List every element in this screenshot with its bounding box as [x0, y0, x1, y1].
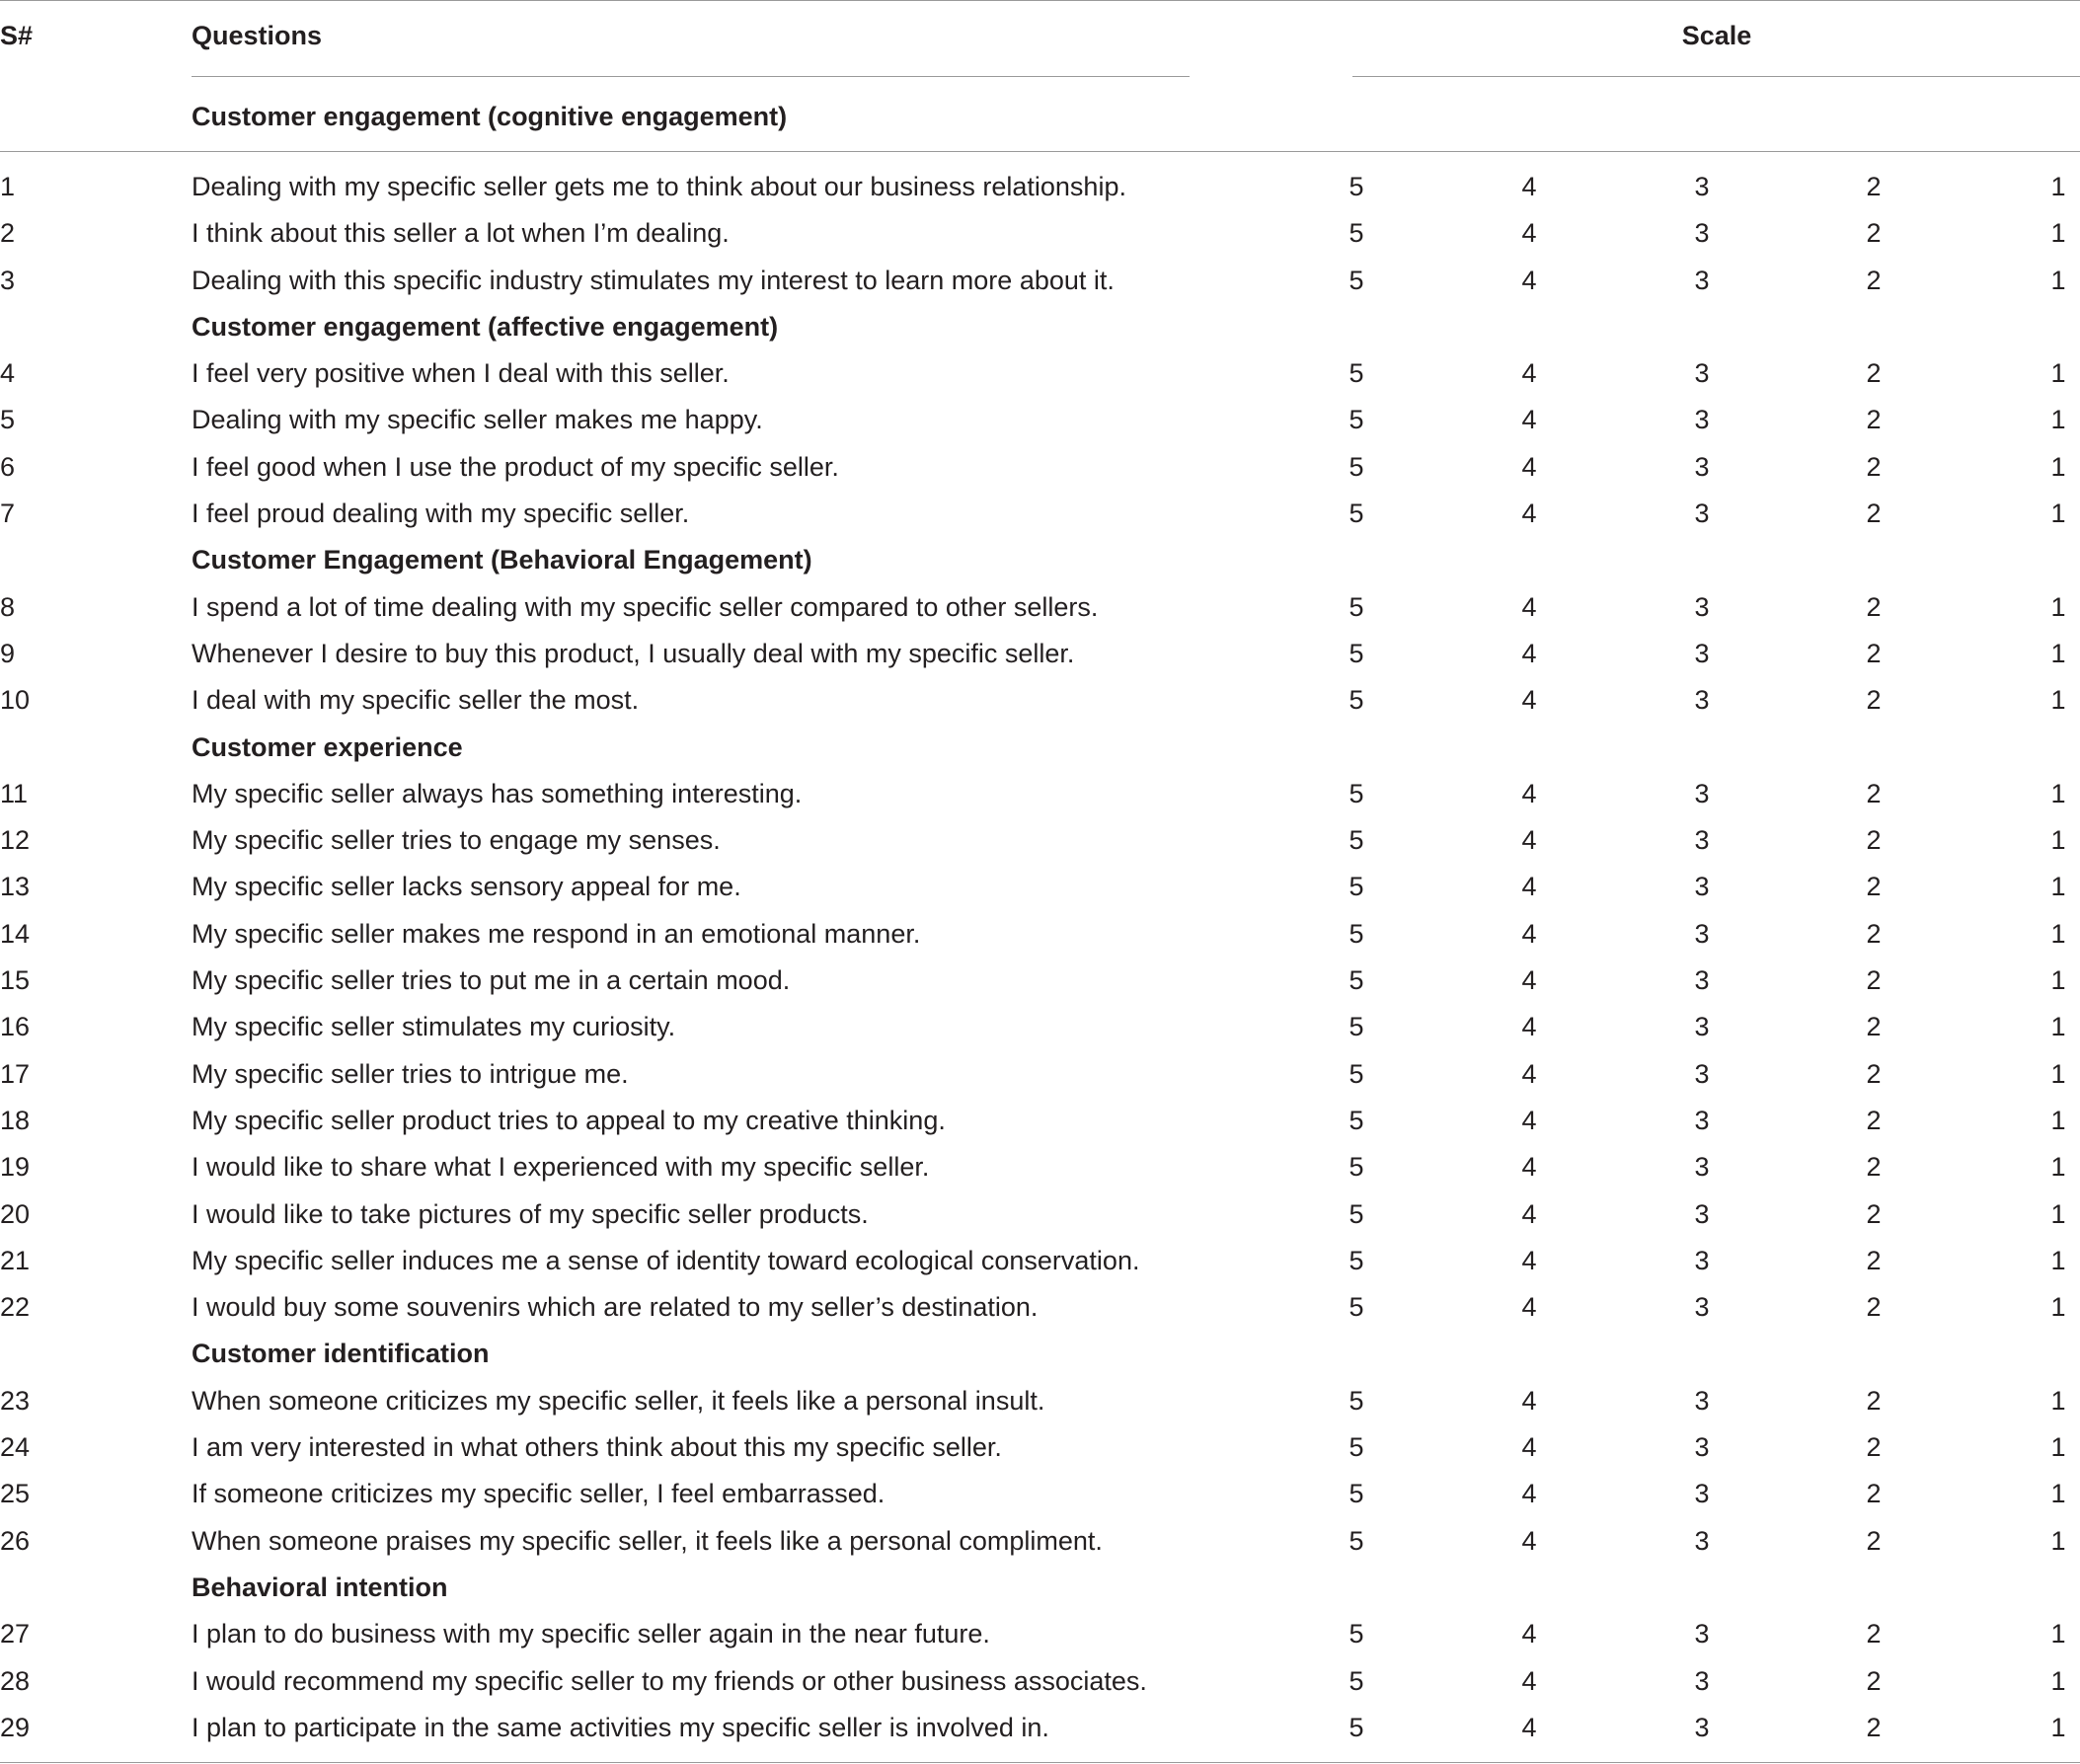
scale-value-4: 4: [1521, 451, 1537, 482]
scale-value-3: 3: [1694, 872, 1710, 902]
section-heading-row: [0, 1330, 2080, 1376]
scale-value-3: 3: [1694, 1152, 1710, 1183]
section-heading-row: [0, 1564, 2080, 1610]
section-heading: Customer identification: [192, 1339, 490, 1369]
scale-value-3: 3: [1694, 499, 1710, 529]
item-number: 11: [0, 778, 29, 808]
scale-value-2: 2: [1866, 1058, 1882, 1089]
question-text: My specific seller always has something interesting.: [192, 778, 803, 808]
item-number: 4: [0, 358, 16, 389]
scale-value-1: 1: [2050, 1479, 2066, 1509]
scale-value-4: 4: [1521, 918, 1537, 949]
table-row: [0, 1143, 2080, 1189]
scale-value-5: 5: [1348, 918, 1364, 949]
scale-value-4: 4: [1521, 405, 1537, 435]
section-heading: Customer Engagement (Behavioral Engagement): [192, 545, 812, 575]
scale-value-1: 1: [2050, 1712, 2066, 1742]
scale-value-1: 1: [2050, 591, 2066, 622]
scale-value-4: 4: [1521, 872, 1537, 902]
section-heading: Customer engagement (affective engagement): [192, 311, 779, 342]
scale-value-3: 3: [1694, 1245, 1710, 1275]
table-row: [0, 630, 2080, 676]
scale-value-4: 4: [1521, 825, 1537, 856]
scale-value-1: 1: [2050, 1385, 2066, 1416]
scale-value-4: 4: [1521, 1058, 1537, 1089]
scale-value-3: 3: [1694, 918, 1710, 949]
scale-value-1: 1: [2050, 1292, 2066, 1323]
item-number: 12: [0, 825, 31, 856]
scale-value-5: 5: [1348, 218, 1364, 249]
table-row: [0, 910, 2080, 957]
scale-value-2: 2: [1866, 1385, 1882, 1416]
scale-value-5: 5: [1348, 965, 1364, 996]
scale-value-1: 1: [2050, 1058, 2066, 1089]
section-heading: Customer experience: [192, 731, 463, 762]
item-number: 7: [0, 499, 16, 529]
scale-value-3: 3: [1694, 1385, 1710, 1416]
scale-value-4: 4: [1521, 778, 1537, 808]
column-header-sn: S#: [0, 21, 34, 50]
table-row: [0, 1470, 2080, 1516]
scale-value-1: 1: [2050, 872, 2066, 902]
scale-value-1: 1: [2050, 499, 2066, 529]
scale-value-4: 4: [1521, 1525, 1537, 1556]
scale-value-4: 4: [1521, 1292, 1537, 1323]
scale-value-2: 2: [1866, 1619, 1882, 1649]
table-row: [0, 1517, 2080, 1564]
item-number: 21: [0, 1245, 31, 1275]
scale-value-1: 1: [2050, 1665, 2066, 1696]
table-row: [0, 770, 2080, 816]
item-number: 24: [0, 1432, 31, 1463]
scale-value-3: 3: [1694, 172, 1710, 201]
table-row: [0, 1003, 2080, 1049]
item-number: 18: [0, 1105, 31, 1135]
scale-value-4: 4: [1521, 591, 1537, 622]
item-number: 2: [0, 218, 16, 249]
question-text: When someone criticizes my specific seller, it feels like a personal insult.: [192, 1385, 1045, 1416]
question-text: Dealing with this specific industry stimulates my interest to learn more about it.: [192, 265, 1115, 295]
scale-value-5: 5: [1348, 778, 1364, 808]
scale-value-1: 1: [2050, 265, 2066, 295]
table-row: [0, 396, 2080, 442]
scale-value-5: 5: [1348, 1619, 1364, 1649]
scale-value-3: 3: [1694, 965, 1710, 996]
scale-value-1: 1: [2050, 1152, 2066, 1183]
item-number: 5: [0, 405, 16, 435]
scale-value-3: 3: [1694, 1198, 1710, 1229]
scale-value-5: 5: [1348, 1525, 1364, 1556]
scale-value-5: 5: [1348, 1292, 1364, 1323]
scale-value-2: 2: [1866, 1292, 1882, 1323]
scale-value-3: 3: [1694, 451, 1710, 482]
scale-value-4: 4: [1521, 1479, 1537, 1509]
table-row: [0, 163, 2080, 209]
table-row: [0, 957, 2080, 1003]
scale-value-1: 1: [2050, 965, 2066, 996]
question-text: I feel good when I use the product of my specific seller.: [192, 451, 839, 482]
scale-value-1: 1: [2050, 358, 2066, 389]
scale-value-5: 5: [1348, 591, 1364, 622]
item-number: 9: [0, 638, 16, 668]
scale-value-1: 1: [2050, 1105, 2066, 1135]
table-row: [0, 1610, 2080, 1656]
question-text: I would recommend my specific seller to my friends or other business associates.: [192, 1665, 1147, 1696]
scale-value-4: 4: [1521, 1619, 1537, 1649]
question-text: My specific seller induces me a sense of identity toward ecological conservation.: [192, 1245, 1140, 1275]
scale-value-1: 1: [2050, 825, 2066, 856]
scale-value-2: 2: [1866, 638, 1882, 668]
scale-value-3: 3: [1694, 591, 1710, 622]
scale-value-2: 2: [1866, 685, 1882, 716]
scale-value-2: 2: [1866, 825, 1882, 856]
scale-value-1: 1: [2050, 1619, 2066, 1649]
section-heading-row: [0, 724, 2080, 770]
scale-value-4: 4: [1521, 965, 1537, 996]
scale-value-3: 3: [1694, 638, 1710, 668]
item-number: 15: [0, 965, 31, 996]
question-text: I deal with my specific seller the most.: [192, 685, 640, 716]
question-text: I spend a lot of time dealing with my specific seller compared to other sellers.: [192, 591, 1099, 622]
section-heading-row: [0, 303, 2080, 349]
scale-value-3: 3: [1694, 218, 1710, 249]
table-row: [0, 1423, 2080, 1470]
item-number: 10: [0, 685, 31, 716]
section-heading-row: [0, 536, 2080, 582]
scale-value-2: 2: [1866, 1012, 1882, 1042]
questions-header-rule: [192, 76, 1190, 77]
scale-value-4: 4: [1521, 1385, 1537, 1416]
scale-value-5: 5: [1348, 265, 1364, 295]
question-text: My specific seller lacks sensory appeal for me.: [192, 872, 741, 902]
table-row: [0, 816, 2080, 863]
table-row: [0, 676, 2080, 723]
scale-value-5: 5: [1348, 499, 1364, 529]
item-number: 6: [0, 451, 16, 482]
item-number: 20: [0, 1198, 31, 1229]
scale-value-3: 3: [1694, 1712, 1710, 1742]
scale-value-5: 5: [1348, 1479, 1364, 1509]
item-number: 19: [0, 1152, 31, 1183]
scale-value-2: 2: [1866, 1152, 1882, 1183]
table-row: [0, 209, 2080, 256]
scale-value-1: 1: [2050, 451, 2066, 482]
table-body: [0, 163, 2080, 1750]
scale-value-3: 3: [1694, 1012, 1710, 1042]
scale-value-3: 3: [1694, 1105, 1710, 1135]
table-row: [0, 863, 2080, 909]
scale-value-5: 5: [1348, 1198, 1364, 1229]
scale-value-5: 5: [1348, 872, 1364, 902]
table-row: [0, 257, 2080, 303]
scale-value-5: 5: [1348, 638, 1364, 668]
scale-value-2: 2: [1866, 451, 1882, 482]
scale-value-5: 5: [1348, 1245, 1364, 1275]
scale-value-2: 2: [1866, 218, 1882, 249]
question-text: My specific seller stimulates my curiosity.: [192, 1012, 676, 1042]
scale-value-2: 2: [1866, 265, 1882, 295]
scale-value-1: 1: [2050, 918, 2066, 949]
scale-value-2: 2: [1866, 591, 1882, 622]
table-row: [0, 349, 2080, 396]
question-text: Dealing with my specific seller makes me happy.: [192, 405, 763, 435]
scale-value-2: 2: [1866, 1198, 1882, 1229]
scale-value-1: 1: [2050, 405, 2066, 435]
scale-value-5: 5: [1348, 1012, 1364, 1042]
table-row: [0, 490, 2080, 536]
scale-value-3: 3: [1694, 1619, 1710, 1649]
scale-value-3: 3: [1694, 825, 1710, 856]
table-row: [0, 1050, 2080, 1097]
scale-value-2: 2: [1866, 1712, 1882, 1742]
scale-value-2: 2: [1866, 872, 1882, 902]
scale-value-5: 5: [1348, 1152, 1364, 1183]
scale-value-2: 2: [1866, 172, 1882, 201]
table-row: [0, 1704, 2080, 1750]
scale-value-3: 3: [1694, 685, 1710, 716]
item-number: 26: [0, 1525, 31, 1556]
item-number: 29: [0, 1712, 31, 1742]
section-heading: Customer engagement (cognitive engagement): [192, 102, 788, 131]
scale-value-3: 3: [1694, 778, 1710, 808]
scale-value-4: 4: [1521, 172, 1537, 201]
table-row: [0, 1190, 2080, 1237]
scale-value-2: 2: [1866, 1432, 1882, 1463]
scale-value-1: 1: [2050, 172, 2066, 201]
scale-value-1: 1: [2050, 1245, 2066, 1275]
question-text: When someone praises my specific seller, it feels like a personal compliment.: [192, 1525, 1103, 1556]
item-number: 16: [0, 1012, 31, 1042]
scale-value-1: 1: [2050, 685, 2066, 716]
scale-value-2: 2: [1866, 1665, 1882, 1696]
scale-value-2: 2: [1866, 778, 1882, 808]
scale-value-5: 5: [1348, 1665, 1364, 1696]
table-row: [0, 583, 2080, 630]
scale-value-5: 5: [1348, 405, 1364, 435]
scale-value-4: 4: [1521, 1432, 1537, 1463]
scale-value-5: 5: [1348, 172, 1364, 201]
item-number: 1: [0, 172, 16, 201]
table-top-rule: [0, 0, 2080, 1]
scale-value-5: 5: [1348, 1105, 1364, 1135]
scale-value-4: 4: [1521, 1712, 1537, 1742]
scale-value-2: 2: [1866, 358, 1882, 389]
question-text: I plan to do business with my specific seller again in the near future.: [192, 1619, 990, 1649]
question-text: My specific seller tries to put me in a certain mood.: [192, 965, 791, 996]
scale-value-4: 4: [1521, 1665, 1537, 1696]
scale-value-1: 1: [2050, 778, 2066, 808]
table-row: [0, 1283, 2080, 1330]
scale-value-1: 1: [2050, 638, 2066, 668]
item-number: 3: [0, 265, 16, 295]
scale-value-3: 3: [1694, 1479, 1710, 1509]
question-text: Whenever I desire to buy this product, I usually deal with my specific seller.: [192, 638, 1075, 668]
scale-value-1: 1: [2050, 218, 2066, 249]
scale-value-4: 4: [1521, 265, 1537, 295]
item-number: 23: [0, 1385, 31, 1416]
table-row: [0, 1377, 2080, 1423]
scale-value-5: 5: [1348, 825, 1364, 856]
question-text: If someone criticizes my specific seller, I feel embarrassed.: [192, 1479, 886, 1509]
item-number: 22: [0, 1292, 31, 1323]
item-number: 25: [0, 1479, 31, 1509]
question-text: I think about this seller a lot when I’m dealing.: [192, 218, 730, 249]
scale-value-2: 2: [1866, 965, 1882, 996]
scale-value-2: 2: [1866, 1105, 1882, 1135]
scale-value-1: 1: [2050, 1198, 2066, 1229]
scale-value-2: 2: [1866, 918, 1882, 949]
scale-value-2: 2: [1866, 1479, 1882, 1509]
scale-value-4: 4: [1521, 1105, 1537, 1135]
column-header-scale: Scale: [1681, 21, 1752, 50]
question-text: I am very interested in what others think about this my specific seller.: [192, 1432, 1002, 1463]
scale-value-4: 4: [1521, 638, 1537, 668]
scale-value-5: 5: [1348, 358, 1364, 389]
scale-value-1: 1: [2050, 1012, 2066, 1042]
scale-value-3: 3: [1694, 1525, 1710, 1556]
question-text: My specific seller tries to engage my senses.: [192, 825, 721, 856]
scale-value-4: 4: [1521, 1245, 1537, 1275]
item-number: 28: [0, 1665, 31, 1696]
item-number: 14: [0, 918, 31, 949]
scale-value-3: 3: [1694, 1432, 1710, 1463]
question-text: I would like to share what I experienced with my specific seller.: [192, 1152, 930, 1183]
scale-value-3: 3: [1694, 358, 1710, 389]
question-text: I feel proud dealing with my specific seller.: [192, 499, 690, 529]
scale-value-4: 4: [1521, 1198, 1537, 1229]
question-text: I plan to participate in the same activities my specific seller is involved in.: [192, 1712, 1049, 1742]
table-row: [0, 443, 2080, 490]
item-number: 8: [0, 591, 16, 622]
header-bottom-rule: [0, 151, 2080, 152]
item-number: 17: [0, 1058, 31, 1089]
scale-value-1: 1: [2050, 1525, 2066, 1556]
scale-value-2: 2: [1866, 405, 1882, 435]
scale-header-rule: [1352, 76, 2080, 77]
scale-value-3: 3: [1694, 1665, 1710, 1696]
question-text: Dealing with my specific seller gets me to think about our business relationship.: [192, 172, 1126, 201]
scale-value-2: 2: [1866, 499, 1882, 529]
scale-value-5: 5: [1348, 1058, 1364, 1089]
table-row: [0, 1097, 2080, 1143]
table-bottom-rule: [0, 1762, 2080, 1763]
scale-value-4: 4: [1521, 1152, 1537, 1183]
column-header-questions: Questions: [192, 21, 323, 50]
table-row: [0, 1237, 2080, 1283]
question-text: My specific seller product tries to appeal to my creative thinking.: [192, 1105, 946, 1135]
scale-value-3: 3: [1694, 1292, 1710, 1323]
scale-value-3: 3: [1694, 265, 1710, 295]
scale-value-4: 4: [1521, 358, 1537, 389]
scale-value-4: 4: [1521, 218, 1537, 249]
table-row: [0, 1657, 2080, 1704]
item-number: 27: [0, 1619, 31, 1649]
scale-value-4: 4: [1521, 685, 1537, 716]
scale-value-4: 4: [1521, 1012, 1537, 1042]
scale-value-5: 5: [1348, 1712, 1364, 1742]
scale-value-3: 3: [1694, 405, 1710, 435]
question-text: I would like to take pictures of my specific seller products.: [192, 1198, 869, 1229]
scale-value-3: 3: [1694, 1058, 1710, 1089]
section-heading: Behavioral intention: [192, 1572, 448, 1602]
item-number: 13: [0, 872, 31, 902]
question-text: My specific seller tries to intrigue me.: [192, 1058, 629, 1089]
scale-value-5: 5: [1348, 685, 1364, 716]
question-text: I would buy some souvenirs which are related to my seller’s destination.: [192, 1292, 1039, 1323]
question-text: I feel very positive when I deal with this seller.: [192, 358, 730, 389]
scale-value-2: 2: [1866, 1525, 1882, 1556]
scale-value-2: 2: [1866, 1245, 1882, 1275]
scale-value-4: 4: [1521, 499, 1537, 529]
scale-value-1: 1: [2050, 1432, 2066, 1463]
scale-value-5: 5: [1348, 451, 1364, 482]
scale-value-5: 5: [1348, 1385, 1364, 1416]
scale-value-5: 5: [1348, 1432, 1364, 1463]
question-text: My specific seller makes me respond in an emotional manner.: [192, 918, 921, 949]
